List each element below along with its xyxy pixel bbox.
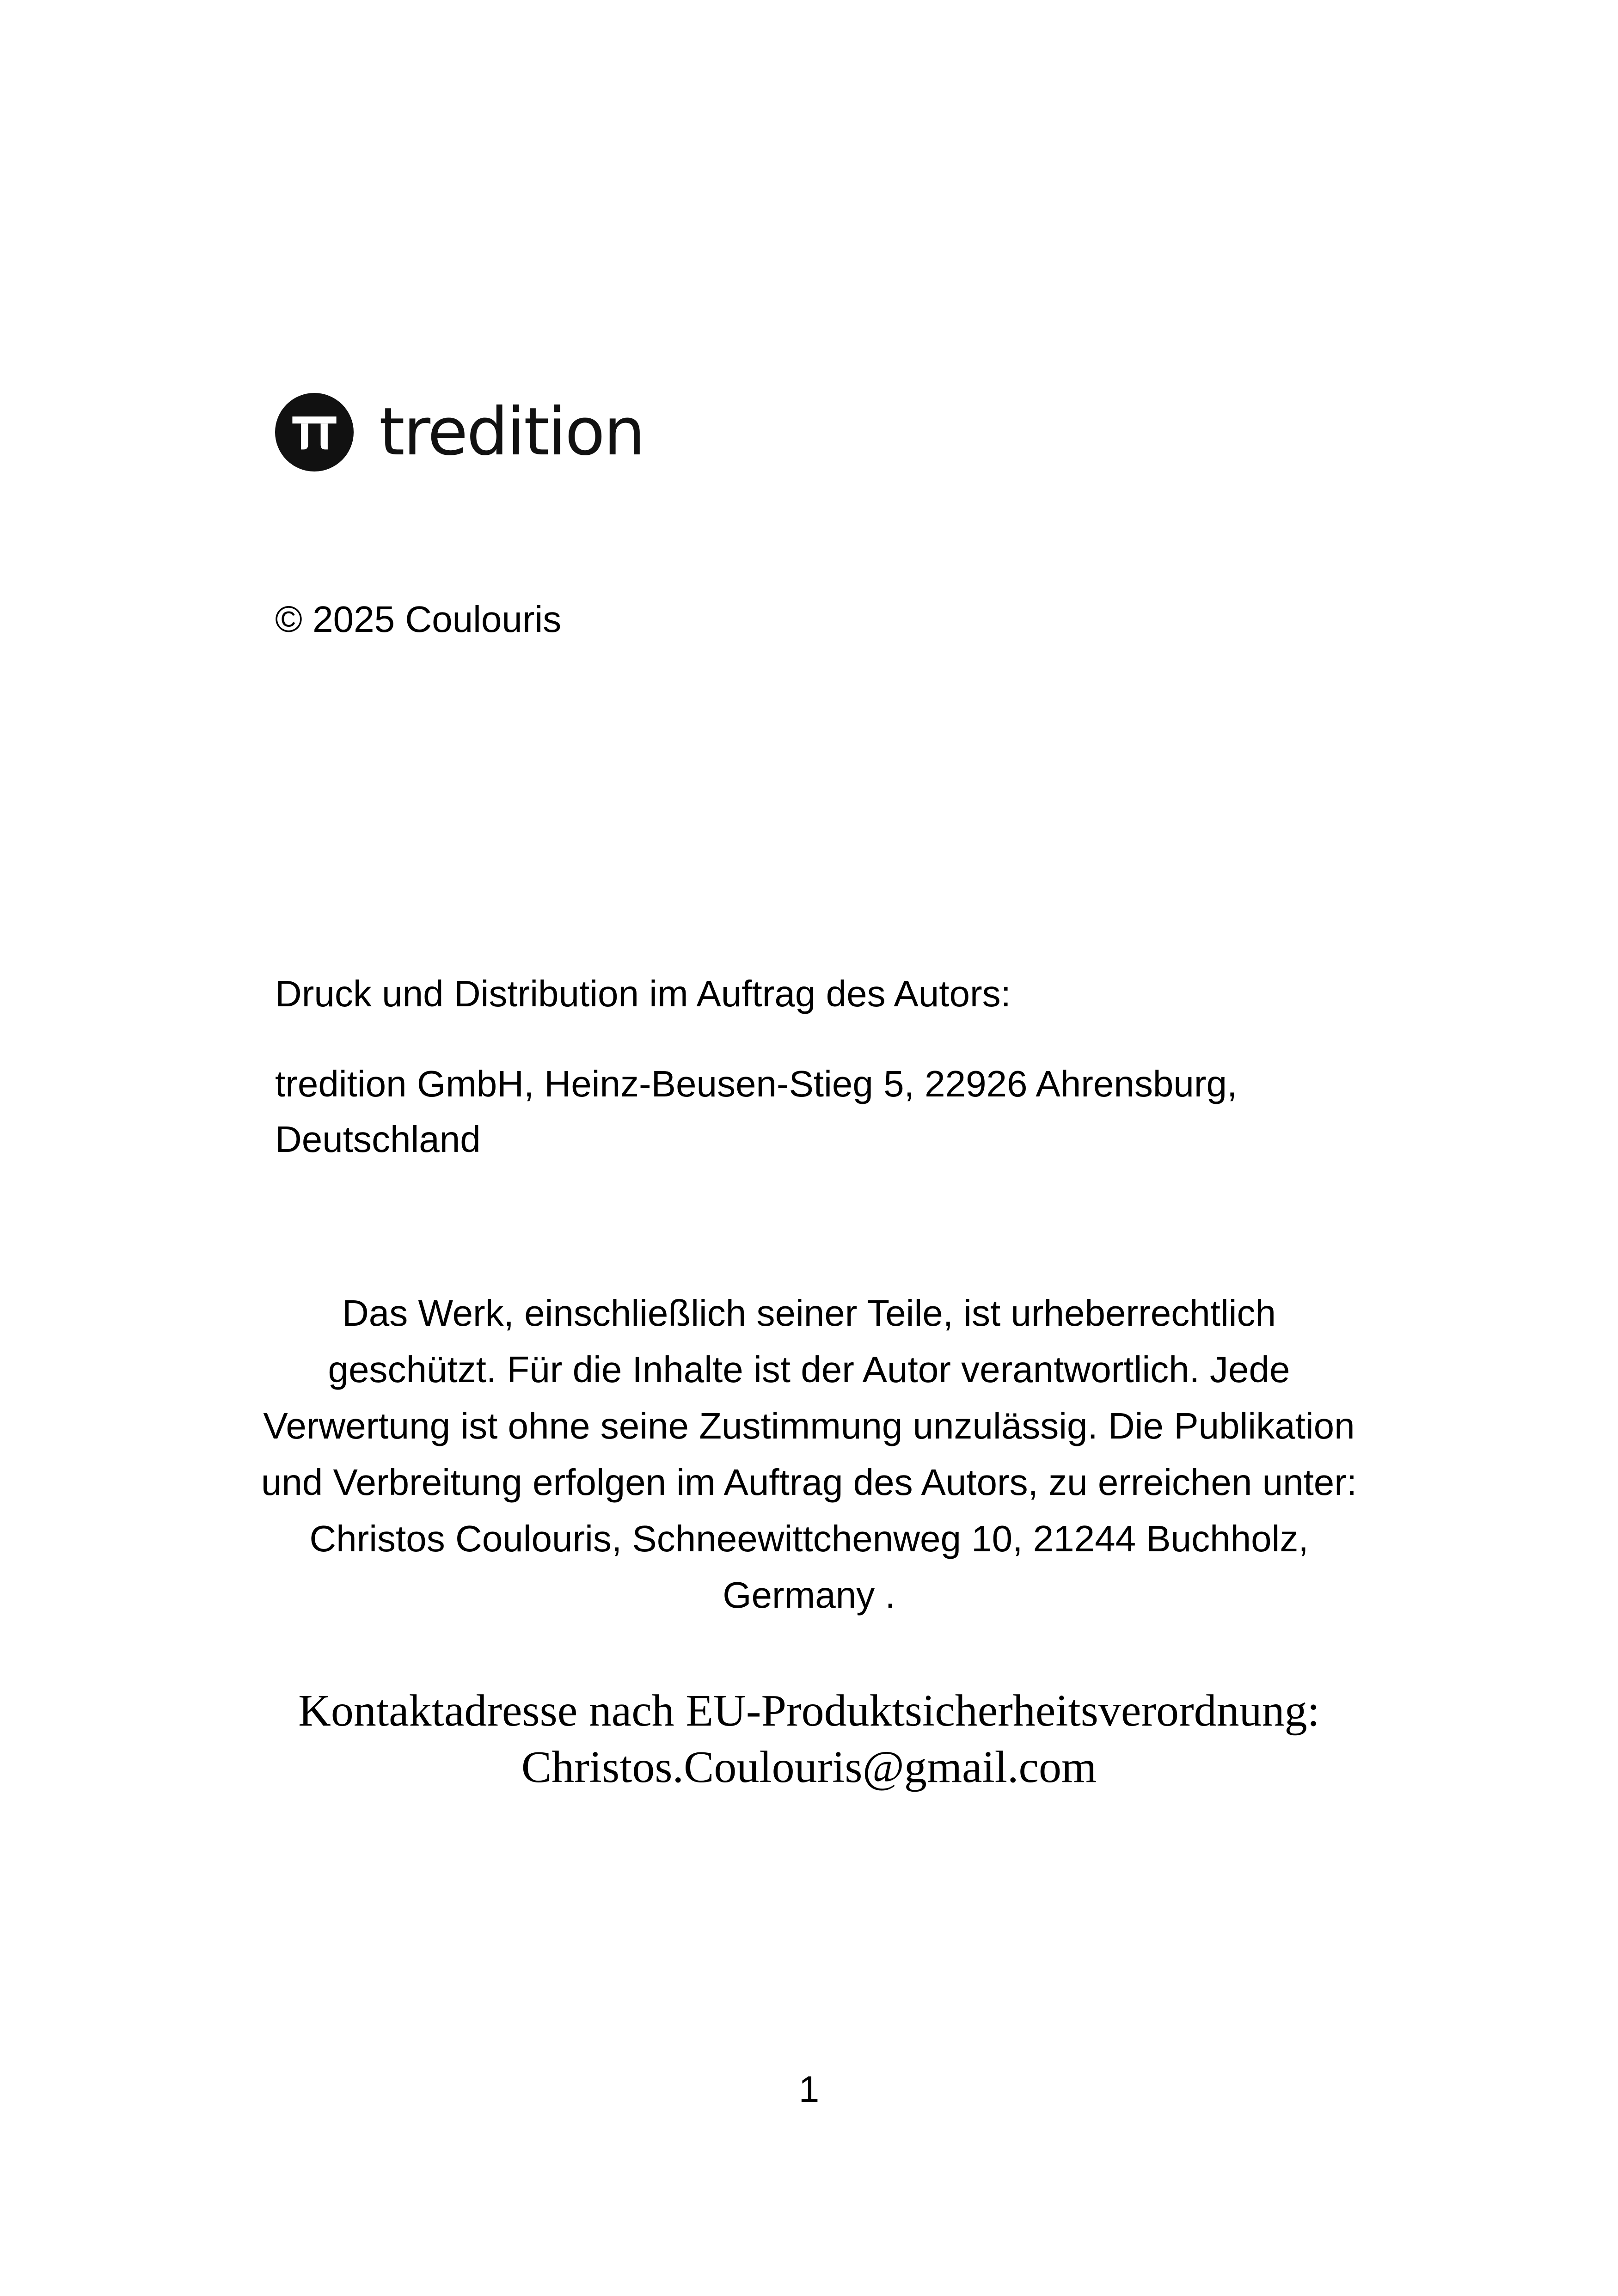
- publisher-wordmark: tredition: [379, 394, 644, 470]
- contact-block: [231, 1683, 1387, 1795]
- page-number: 1: [798, 2069, 820, 2110]
- contact-email: Christos.Coulouris@gmail.com: [521, 1742, 1097, 1792]
- publisher-logo: [275, 393, 644, 471]
- tredition-logo-icon: [275, 393, 354, 471]
- legal-notice: Das Werk, einschließlich seiner Teile, ist urheberrechtlich geschützt. Für die Inhalte ist der Autor verantwortlich. Jede Verwertung ist ohne seine Zustimmung unzulässig. Die Publikation und Verbreitung erfolgen im Auftrag des Autors, zu erreichen unter: Christos Coulouris, Schneewittchenweg 10, 21244 Buchholz, Germany .: [261, 1292, 1357, 1616]
- imprint-address: tredition GmbH, Heinz-Beusen-Stieg 5, 22926 Ahrensburg, Deutschland: [275, 1063, 1238, 1160]
- copyright-notice: © 2025 Coulouris: [275, 599, 562, 640]
- contact-label: Kontaktadresse nach EU-Produktsicherheitsverordnung:: [298, 1686, 1320, 1736]
- imprint-heading: Druck und Distribution im Auftrag des Autors:: [275, 973, 1011, 1014]
